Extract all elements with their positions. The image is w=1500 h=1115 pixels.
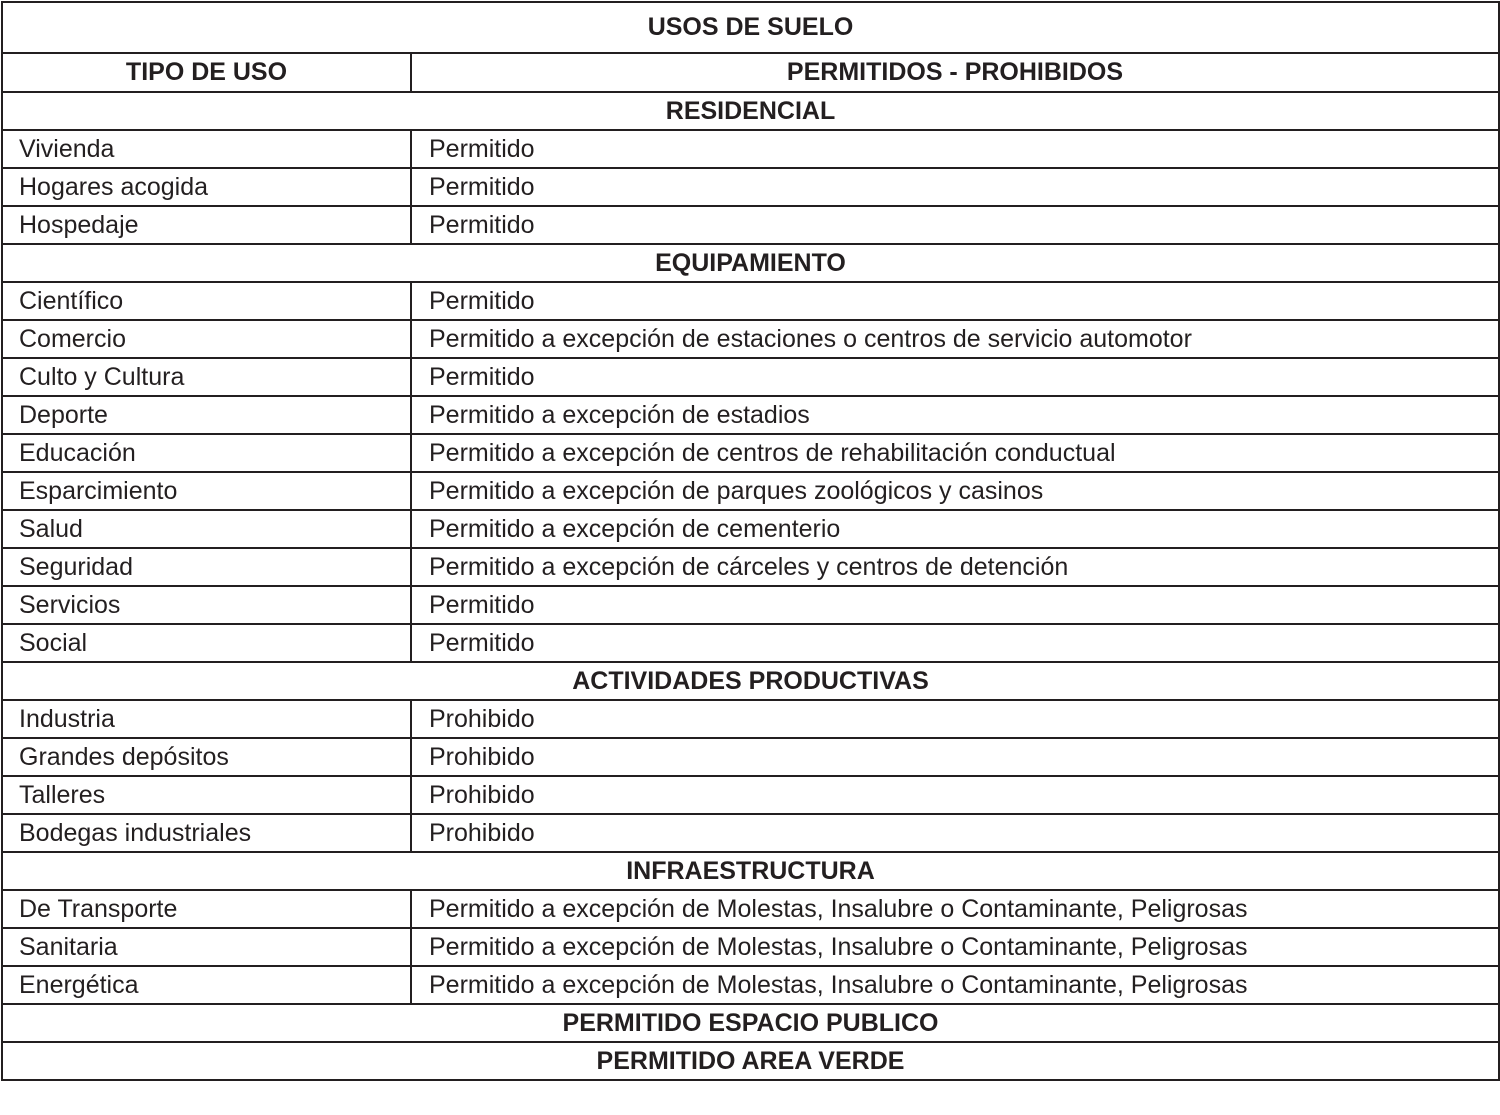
table-row <box>2 434 1499 472</box>
permitido-prohibido-cell: Prohibido <box>411 814 1499 852</box>
tipo-de-uso-cell: Esparcimiento <box>2 472 411 510</box>
tipo-de-uso-cell: Deporte <box>2 396 411 434</box>
tipo-de-uso-cell: De Transporte <box>2 890 411 928</box>
table-row <box>2 700 1499 738</box>
tipo-de-uso-cell: Energética <box>2 966 411 1004</box>
tipo-de-uso-cell: Bodegas industriales <box>2 814 411 852</box>
column-header-tipo: TIPO DE USO <box>2 53 411 92</box>
table-row <box>2 510 1499 548</box>
usos-de-suelo-table <box>1 1 1500 1081</box>
table-row <box>2 130 1499 168</box>
permitido-prohibido-cell: Prohibido <box>411 776 1499 814</box>
tipo-de-uso-cell: Vivienda <box>2 130 411 168</box>
section-row <box>2 92 1499 130</box>
permitido-prohibido-cell: Permitido <box>411 624 1499 662</box>
permitido-prohibido-cell: Permitido <box>411 206 1499 244</box>
permitido-prohibido-cell: Permitido a excepción de Molestas, Insalubre o Contaminante, Peligrosas <box>411 966 1499 1004</box>
tipo-de-uso-cell: Industria <box>2 700 411 738</box>
tipo-de-uso-cell: Talleres <box>2 776 411 814</box>
section-heading: RESIDENCIAL <box>2 92 1499 130</box>
tipo-de-uso-cell: Grandes depósitos <box>2 738 411 776</box>
section-row <box>2 244 1499 282</box>
permitido-prohibido-cell: Permitido a excepción de cárceles y centros de detención <box>411 548 1499 586</box>
table-row <box>2 282 1499 320</box>
permitido-prohibido-cell: Permitido a excepción de estaciones o centros de servicio automotor <box>411 320 1499 358</box>
permitido-prohibido-cell: Permitido a excepción de cementerio <box>411 510 1499 548</box>
permitido-prohibido-cell: Permitido a excepción de Molestas, Insalubre o Contaminante, Peligrosas <box>411 928 1499 966</box>
footer-row <box>2 1042 1499 1080</box>
table-row <box>2 320 1499 358</box>
table-row <box>2 168 1499 206</box>
tipo-de-uso-cell: Social <box>2 624 411 662</box>
table-row <box>2 776 1499 814</box>
permitido-prohibido-cell: Permitido <box>411 586 1499 624</box>
table-row <box>2 738 1499 776</box>
table-body <box>2 2 1499 1080</box>
section-heading: EQUIPAMIENTO <box>2 244 1499 282</box>
tipo-de-uso-cell: Científico <box>2 282 411 320</box>
tipo-de-uso-cell: Seguridad <box>2 548 411 586</box>
title-row <box>2 2 1499 53</box>
table-row <box>2 586 1499 624</box>
table-row <box>2 966 1499 1004</box>
tipo-de-uso-cell: Hogares acogida <box>2 168 411 206</box>
tipo-de-uso-cell: Servicios <box>2 586 411 624</box>
tipo-de-uso-cell: Educación <box>2 434 411 472</box>
table-row <box>2 548 1499 586</box>
tipo-de-uso-cell: Salud <box>2 510 411 548</box>
section-heading: ACTIVIDADES PRODUCTIVAS <box>2 662 1499 700</box>
permitido-prohibido-cell: Permitido a excepción de centros de rehabilitación conductual <box>411 434 1499 472</box>
permitido-prohibido-cell: Permitido <box>411 282 1499 320</box>
footer-row <box>2 1004 1499 1042</box>
permitido-prohibido-cell: Prohibido <box>411 738 1499 776</box>
column-header-row <box>2 53 1499 92</box>
section-row <box>2 852 1499 890</box>
section-heading: INFRAESTRUCTURA <box>2 852 1499 890</box>
permitido-prohibido-cell: Permitido a excepción de parques zoológicos y casinos <box>411 472 1499 510</box>
table-row <box>2 396 1499 434</box>
permitido-prohibido-cell: Permitido a excepción de Molestas, Insalubre o Contaminante, Peligrosas <box>411 890 1499 928</box>
permitido-prohibido-cell: Permitido <box>411 130 1499 168</box>
table-title: USOS DE SUELO <box>2 2 1499 53</box>
permitido-prohibido-cell: Permitido <box>411 358 1499 396</box>
table-row <box>2 358 1499 396</box>
footer-heading: PERMITIDO AREA VERDE <box>2 1042 1499 1080</box>
table-row <box>2 472 1499 510</box>
permitido-prohibido-cell: Permitido <box>411 168 1499 206</box>
tipo-de-uso-cell: Comercio <box>2 320 411 358</box>
tipo-de-uso-cell: Sanitaria <box>2 928 411 966</box>
table-row <box>2 206 1499 244</box>
table-row <box>2 890 1499 928</box>
permitido-prohibido-cell: Permitido a excepción de estadios <box>411 396 1499 434</box>
permitido-prohibido-cell: Prohibido <box>411 700 1499 738</box>
section-row <box>2 662 1499 700</box>
table-row <box>2 928 1499 966</box>
table-row <box>2 624 1499 662</box>
tipo-de-uso-cell: Hospedaje <box>2 206 411 244</box>
tipo-de-uso-cell: Culto y Cultura <box>2 358 411 396</box>
footer-heading: PERMITIDO ESPACIO PUBLICO <box>2 1004 1499 1042</box>
column-header-permitidos: PERMITIDOS - PROHIBIDOS <box>411 53 1499 92</box>
table-row <box>2 814 1499 852</box>
